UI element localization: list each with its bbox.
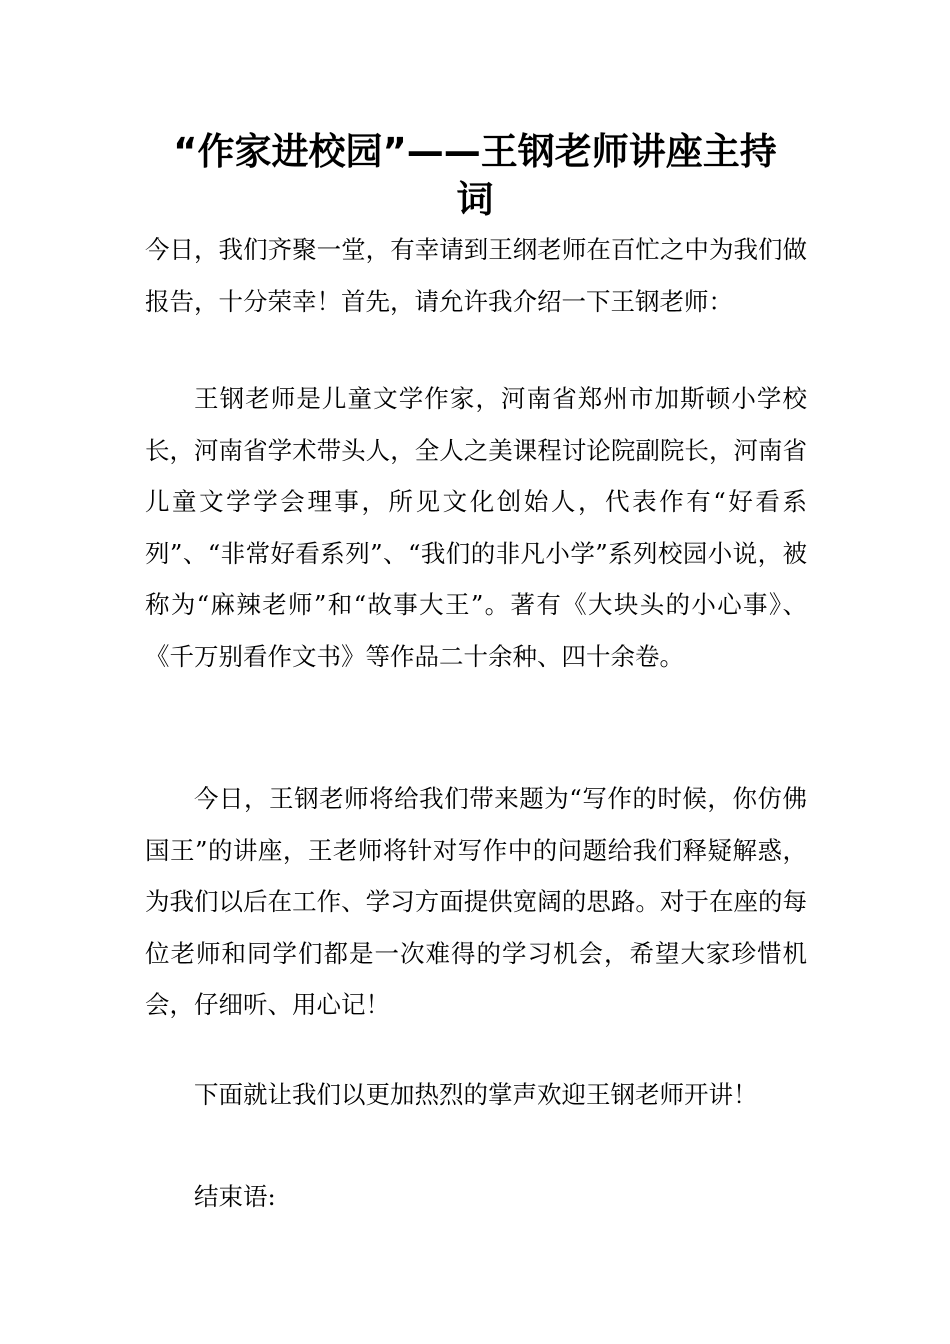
paragraph-closing-label: 结束语: [194, 1182, 276, 1211]
paragraph-introduction: 王钢老师是儿童文学作家，河南省郑州市加斯顿小学校长，河南省学术带头人，全人之美课程讨论院副院长，河南省儿童文学学会理事，所见文化创始人，代表作有“好看系列”、“非常好看系列”、“我们的非凡小学”系列校园小说，被称为“麻辣老师”和“故事大王”。著有《大块头的小心事》、《千万别看作文书》等作品二十余种、四十余卷。 [145, 384, 807, 671]
paragraph-welcome: 下面就让我们以更加热烈的掌声欢迎王钢老师开讲！ [194, 1080, 758, 1109]
paragraph-lecture-topic: 今日，王钢老师将给我们带来题为“写作的时候，你仿佛国王”的讲座，王老师将针对写作中的问题给我们释疑解惑，为我们以后在工作、学习方面提供宽阔的思路。对于在座的每位老师和同学们都是一次难得的学习机会，希望大家珍惜机会，仔细听、用心记！ [145, 784, 807, 1019]
document-title: “作家进校园”——王钢老师讲座主持 [173, 130, 777, 173]
paragraph-opening: 今日，我们齐聚一堂，有幸请到王纲老师在百忙之中为我们做报告，十分荣幸！首先，请允许我介绍一下王钢老师： [145, 235, 807, 316]
document-title-continuation: 词 [456, 178, 494, 221]
